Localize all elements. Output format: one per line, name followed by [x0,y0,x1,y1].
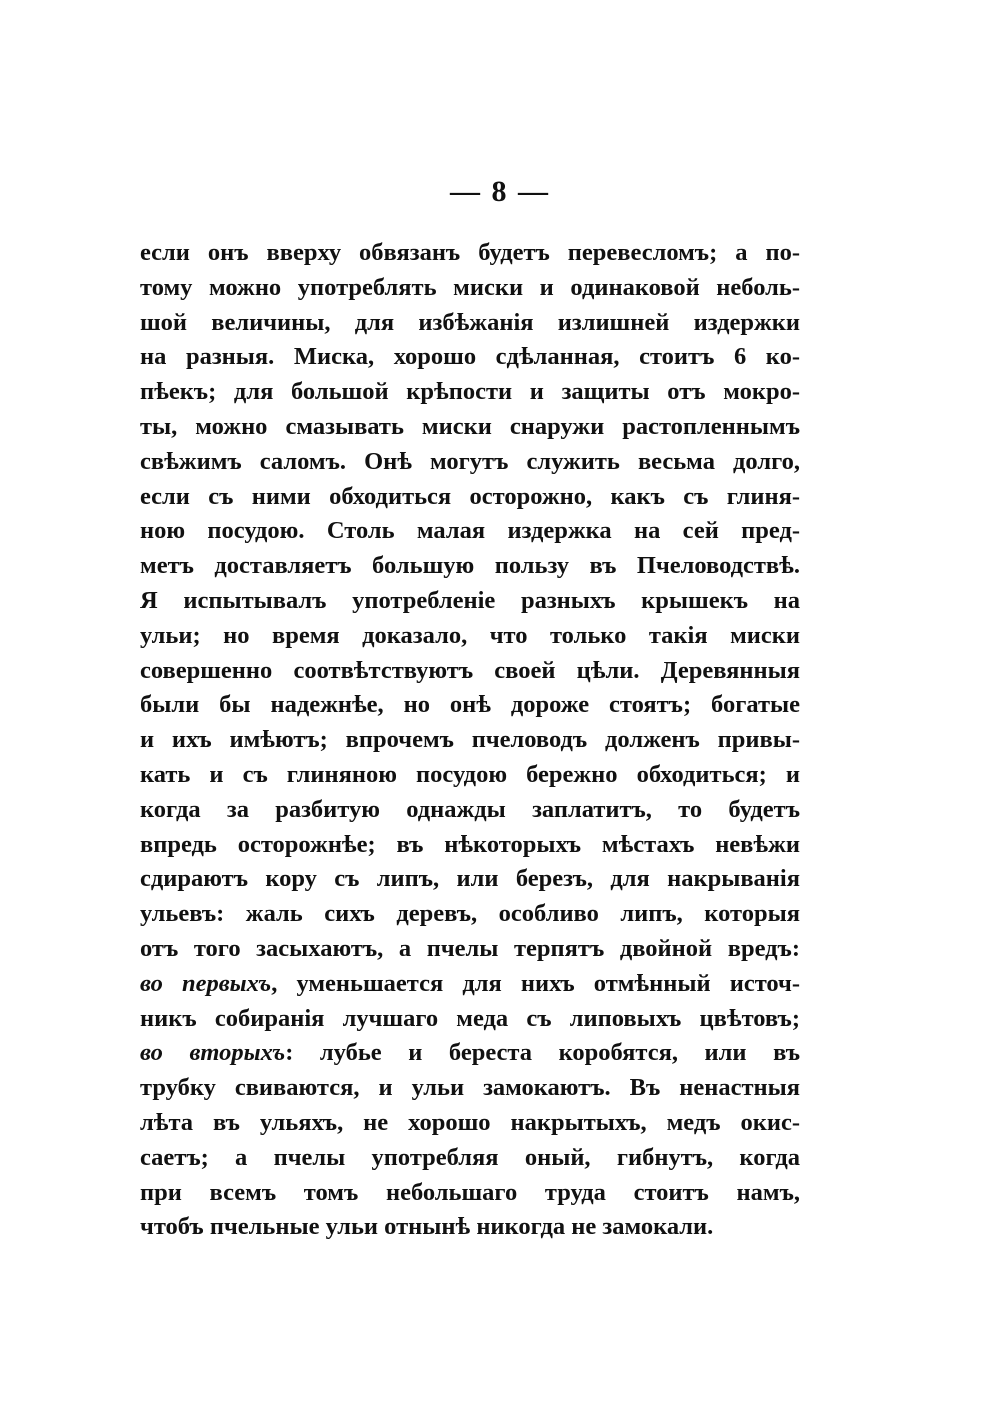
text-line: лѣта въ ульяхъ, не хорошо накрытыхъ, медъ окис- [140,1108,800,1136]
text-line: во первыхъ, уменьшается для нихъ отмѣнный источ- [140,969,800,997]
text-line: пѣекъ; для большой крѣпости и защиты отъ мокро- [140,378,800,406]
text-line: шой величины, для избѣжанія излишней издержки [140,308,800,336]
text-line: ульи; но время доказало, что только такія миски [140,621,800,649]
text-line: ульевъ: жаль сихъ деревъ, особливо липъ, которыя [140,900,800,928]
text-line: если онъ вверху обвязанъ будетъ перевесломъ; а по- [140,239,800,266]
text-line: трубку свиваются, и ульи замокаютъ. Въ ненастныя [140,1074,800,1102]
text-line: ною посудою. Столь малая издержка на сей пред- [140,517,800,545]
text-line: сдираютъ кору съ липъ, или березъ, для накрыванія [140,865,800,893]
body-text [140,236,800,1245]
page-number: — 8 — [450,175,550,208]
text-line: если съ ними обходиться осторожно, какъ съ глиня- [140,482,800,510]
text-line: ты, можно смазывать миски снаружи растопленнымъ [140,412,800,440]
text-line: и ихъ имѣютъ; впрочемъ пчеловодъ долженъ привы- [140,726,800,754]
text-line: совершенно соотвѣтствуютъ своей цѣли. Деревянныя [140,656,800,684]
text-line: на разныя. Миска, хорошо сдѣланная, стоитъ 6 ко- [140,343,800,371]
text-line: метъ доставляетъ большую пользу въ Пчеловодствѣ. [140,552,800,580]
text-line: никъ собиранія лучшаго меда съ липовыхъ цвѣтовъ; [140,1004,800,1032]
text-line: саетъ; а пчелы употребляя оный, гибнутъ, когда [140,1143,800,1171]
text-line: Я испытывалъ употребленіе разныхъ крышекъ на [140,586,800,614]
text-line: чтобъ пчельные ульи отнынѣ никогда не замокали. [140,1213,714,1241]
text-line: были бы надежнѣе, но онѣ дороже стоятъ; богатые [140,691,800,719]
text-line: при всемъ томъ небольшаго труда стоитъ намъ, [140,1178,800,1206]
italic-emphasis: во вторыхъ [140,1039,286,1067]
text-line: свѣжимъ саломъ. Онѣ могутъ служить весьма долго, [140,447,800,475]
text-line: впредь осторожнѣе; въ нѣкоторыхъ мѣстахъ невѣжи [140,830,800,858]
text-line: отъ того засыхаютъ, а пчелы терпятъ двойной вредъ: [140,934,800,962]
text-line: когда за разбитую однажды заплатитъ, то будетъ [140,795,800,823]
text-line: тому можно употреблять миски и одинаковой неболь- [140,273,800,301]
italic-emphasis: во первыхъ [140,969,272,997]
text-line: во вторыхъ: лубье и береста коробятся, или въ [140,1039,800,1067]
text-line: кать и съ глиняною посудою бережно обходиться; и [140,760,800,788]
